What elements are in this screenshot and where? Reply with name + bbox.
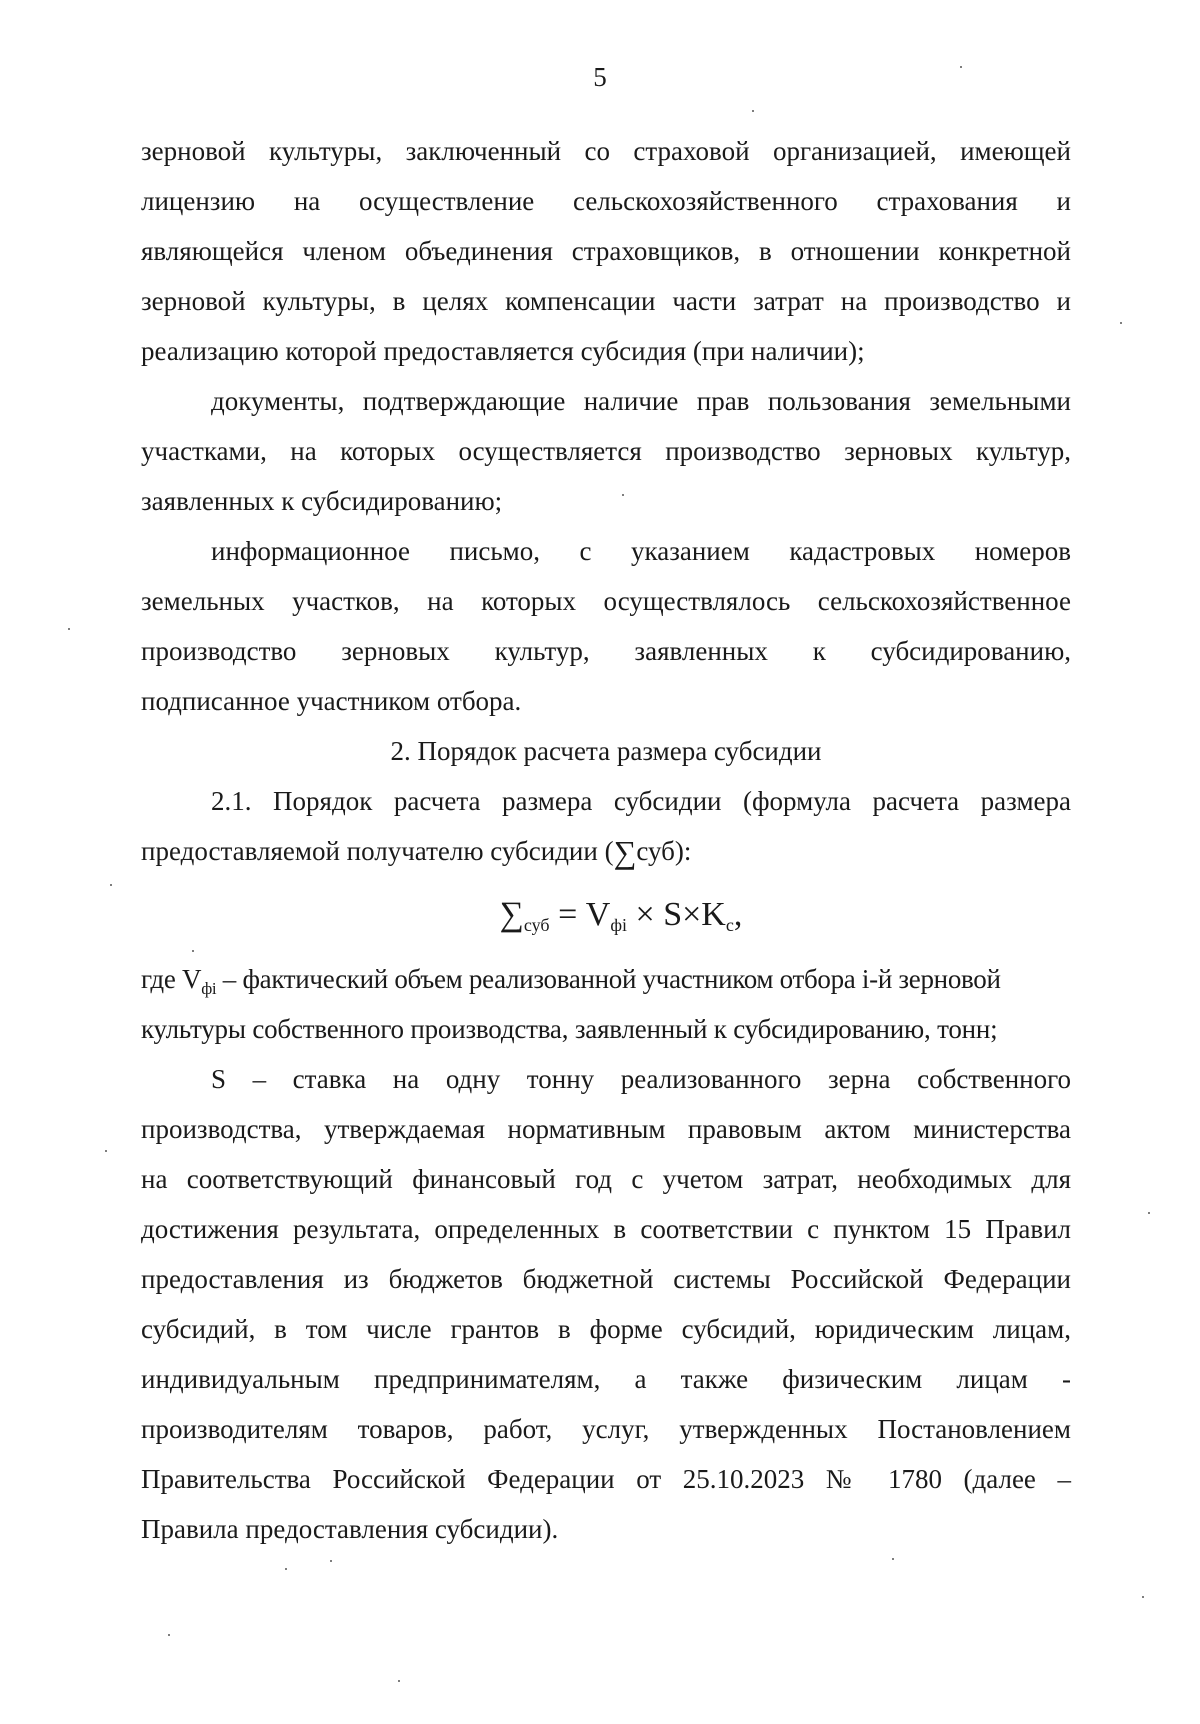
- paragraph-calculation-order: [141, 776, 1071, 876]
- text-line: 2.1. Порядок расчета размера субсидии (формула расчета размера: [211, 786, 1071, 816]
- subsidy-formula: [141, 876, 1071, 954]
- formula-subscript: суб: [523, 915, 550, 935]
- text-line: [141, 826, 1071, 876]
- text-fragment: ):: [674, 836, 692, 866]
- scan-speck: [960, 66, 962, 68]
- text-line: участками, на которых осуществляется производство зерновых культур,: [141, 436, 1071, 466]
- sum-symbol: ∑: [499, 896, 524, 933]
- text-fragment: предоставляемой получателю субсидии (: [141, 836, 614, 866]
- text-line: индивидуальным предпринимателям, а также физическим лицам -: [141, 1364, 1071, 1394]
- scan-speck: [105, 1150, 107, 1152]
- section-heading: 2. Порядок расчета размера субсидии: [390, 736, 822, 766]
- text-line: субсидий, в том числе грантов в форме субсидий, юридическим лицам,: [141, 1314, 1071, 1344]
- text-line: лицензию на осуществление сельскохозяйственного страхования и: [141, 186, 1071, 216]
- text-line: являющейся членом объединения страховщиков, в отношении конкретной: [141, 236, 1071, 266]
- scan-speck: [330, 1560, 332, 1562]
- text-line: Правительства Российской Федерации от 25.10.2023 № 1780 (далее –: [141, 1464, 1071, 1494]
- scan-speck: [192, 950, 194, 952]
- formula-subscript: с: [725, 915, 734, 935]
- text-line: информационное письмо, с указанием кадастровых номеров: [211, 536, 1071, 566]
- page-number: 5: [593, 62, 607, 92]
- text-line: Правила предоставления субсидии).: [141, 1514, 559, 1544]
- text-line: земельных участков, на которых осуществлялось сельскохозяйственное: [141, 586, 1071, 616]
- paragraph-info-letter: [141, 526, 1071, 726]
- text-line: документы, подтверждающие наличие прав пользования земельными: [211, 386, 1071, 416]
- text-line: производство зерновых культур, заявленных к субсидированию,: [141, 636, 1071, 666]
- text-line: культуры собственного производства, заявленный к субсидированию, тонн;: [141, 1014, 998, 1044]
- formula-fragment: = V: [549, 896, 611, 933]
- scan-speck: [752, 110, 754, 112]
- scan-speck: [168, 1634, 170, 1636]
- text-fragment: суб: [636, 836, 675, 866]
- scan-speck: [622, 494, 624, 496]
- formula-fragment: ,: [733, 896, 743, 933]
- paragraph-insurance-contract: [141, 126, 1071, 376]
- text-fragment: где V: [141, 964, 202, 994]
- scan-speck: [1142, 1596, 1144, 1598]
- formula-subscript: фi: [610, 915, 628, 935]
- text-line: [141, 954, 1071, 1004]
- scan-speck: [1120, 322, 1122, 324]
- text-line: производителям товаров, работ, услуг, утвержденных Постановлением: [141, 1414, 1071, 1444]
- document-body: [141, 126, 1071, 1554]
- text-line: S – ставка на одну тонну реализованного зерна собственного: [211, 1064, 1071, 1094]
- text-fragment: – фактический объем реализованной участником отбора i-й зерновой: [216, 964, 1001, 994]
- paragraph-volume-definition: [141, 954, 1071, 1054]
- text-line: предоставления из бюджетов бюджетной системы Российской Федерации: [141, 1264, 1071, 1294]
- scan-speck: [110, 884, 112, 886]
- text-line: зерновой культуры, заключенный со страховой организацией, имеющей: [141, 136, 1071, 166]
- text-line: реализацию которой предоставляется субсидия (при наличии);: [141, 336, 865, 366]
- scan-speck: [892, 1558, 894, 1560]
- scan-speck: [285, 1568, 287, 1570]
- text-line: заявленных к субсидированию;: [141, 486, 503, 516]
- scan-speck: [398, 1680, 400, 1682]
- paragraph-rate-definition: [141, 1054, 1071, 1554]
- text-line: производства, утверждаемая нормативным правовым актом министерства: [141, 1114, 1071, 1144]
- formula-fragment: × S×K: [627, 896, 726, 933]
- sum-symbol: ∑: [613, 834, 637, 870]
- text-line: зерновой культуры, в целях компенсации части затрат на производство и: [141, 286, 1071, 316]
- formula-subscript: фi: [201, 979, 217, 998]
- text-line: подписанное участником отбора.: [141, 686, 522, 716]
- scan-speck: [68, 628, 70, 630]
- scan-speck: [1148, 1212, 1150, 1214]
- text-line: достижения результата, определенных в соответствии с пунктом 15 Правил: [141, 1214, 1071, 1244]
- text-line: на соответствующий финансовый год с учетом затрат, необходимых для: [141, 1164, 1071, 1194]
- paragraph-land-rights: [141, 376, 1071, 526]
